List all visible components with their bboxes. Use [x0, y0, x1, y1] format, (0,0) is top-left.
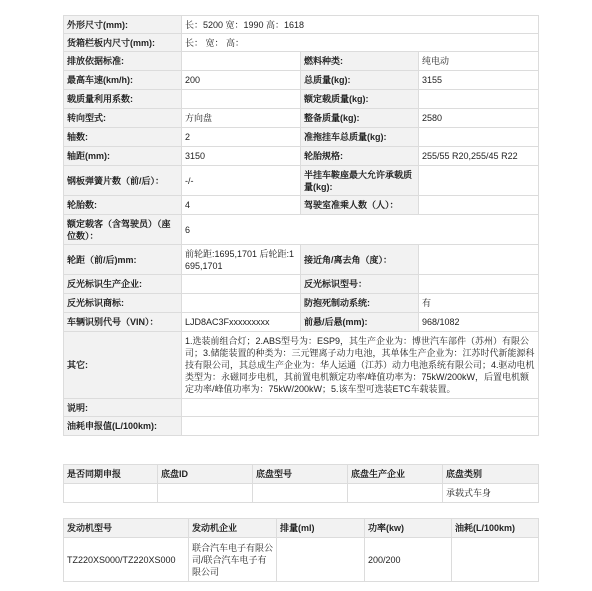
field-label: 总质量(kg):	[301, 71, 419, 90]
field-value	[419, 245, 539, 275]
field-label: 整备质量(kg):	[301, 109, 419, 128]
field-value	[419, 166, 539, 196]
field-value: 长： 宽： 高：	[182, 34, 539, 52]
field-label: 接近角/离去角（度）：	[301, 245, 419, 275]
table-row	[64, 34, 539, 52]
field-label: 外形尺寸(mm):	[64, 16, 182, 34]
engine-cell	[452, 538, 539, 582]
field-value: 方向盘	[182, 109, 301, 128]
field-value: -/-	[182, 166, 301, 196]
field-value	[182, 399, 539, 417]
field-value	[182, 294, 301, 313]
field-label: 轴距(mm):	[64, 147, 182, 166]
field-label: 货箱栏板内尺寸(mm):	[64, 34, 182, 52]
chassis-cell	[348, 484, 443, 503]
field-value	[419, 90, 539, 109]
field-label: 钢板弹簧片数（前/后）：	[64, 166, 182, 196]
chassis-cell	[64, 484, 158, 503]
field-label: 转向型式:	[64, 109, 182, 128]
table-row	[64, 52, 539, 71]
engine-table	[63, 518, 539, 582]
field-value: 1.选装前组合灯；2.ABS型号为：ESP9，其生产企业为：博世汽车部件（苏州）有限公司；3.储能装置的种类为：三元锂离子动力电池，其单体生产企业为：江苏时代新能源科技有限公司，其总成生产企业为：华人运通（江苏）动力电池系统有限公司；4.驱动电机类型为：永磁同步电机，其前置电机额定功率/峰值功率为：75kW/200kW，后置电机额定功率/峰值功率为：75kW/200kW；5.该车型可选装ETC车载装置。	[182, 332, 539, 399]
table-row	[64, 128, 539, 147]
engine-cell	[277, 538, 365, 582]
field-label: 前悬/后悬(mm):	[301, 313, 419, 332]
table-row	[64, 484, 539, 503]
chassis-header: 底盘ID	[158, 465, 253, 484]
field-value	[182, 90, 301, 109]
chassis-table	[63, 464, 539, 503]
engine-header: 排量(ml)	[277, 519, 365, 538]
engine-header-row	[64, 519, 539, 538]
field-label: 反光标识型号：	[301, 275, 419, 294]
table-row	[64, 313, 539, 332]
field-label: 半挂车鞍座最大允许承载质量(kg):	[301, 166, 419, 196]
table-row	[64, 399, 539, 417]
engine-cell: TZ220XS000/TZ220XS000	[64, 538, 189, 582]
chassis-header: 是否同期申报	[64, 465, 158, 484]
table-row	[64, 147, 539, 166]
field-label: 反光标识商标:	[64, 294, 182, 313]
engine-header: 发动机型号	[64, 519, 189, 538]
engine-header: 油耗(L/100km)	[452, 519, 539, 538]
chassis-header: 底盘生产企业	[348, 465, 443, 484]
field-value	[182, 417, 539, 436]
table-row	[64, 332, 539, 399]
field-value: 3150	[182, 147, 301, 166]
field-value: 200	[182, 71, 301, 90]
chassis-cell	[158, 484, 253, 503]
field-value: 长：5200 宽：1990 高：1618	[182, 16, 539, 34]
field-label: 最高车速(km/h):	[64, 71, 182, 90]
engine-header: 发动机企业	[189, 519, 277, 538]
field-value: 968/1082	[419, 313, 539, 332]
field-value: 有	[419, 294, 539, 313]
table-row	[64, 90, 539, 109]
chassis-cell: 承载式车身	[443, 484, 539, 503]
chassis-header: 底盘类别	[443, 465, 539, 484]
field-label: 油耗申报值(L/100km):	[64, 417, 182, 436]
field-value: 前轮距:1695,1701 后轮距:1695,1701	[182, 245, 301, 275]
field-value: 6	[182, 215, 539, 245]
field-value: 255/55 R20,255/45 R22	[419, 147, 539, 166]
field-label: 轮胎数:	[64, 196, 182, 215]
field-label: 排放依据标准:	[64, 52, 182, 71]
engine-header: 功率(kw)	[365, 519, 452, 538]
field-value: 2	[182, 128, 301, 147]
field-label: 反光标识生产企业:	[64, 275, 182, 294]
table-row	[64, 109, 539, 128]
field-label: 驾驶室准乘人数（人）：	[301, 196, 419, 215]
field-value: 3155	[419, 71, 539, 90]
field-label: 燃料种类:	[301, 52, 419, 71]
table-row	[64, 166, 539, 196]
field-value	[419, 196, 539, 215]
table-row	[64, 294, 539, 313]
field-label: 轮距（前/后)mm:	[64, 245, 182, 275]
table-row	[64, 417, 539, 436]
field-label: 其它:	[64, 332, 182, 399]
chassis-cell	[253, 484, 348, 503]
engine-cell: 联合汽车电子有限公司/联合汽车电子有限公司	[189, 538, 277, 582]
field-label: 防抱死制动系统:	[301, 294, 419, 313]
field-value: 纯电动	[419, 52, 539, 71]
chassis-header-row	[64, 465, 539, 484]
field-label: 轮胎规格:	[301, 147, 419, 166]
field-label: 准拖挂车总质量(kg):	[301, 128, 419, 147]
table-row	[64, 275, 539, 294]
vehicle-spec-table	[63, 15, 539, 436]
engine-cell: 200/200	[365, 538, 452, 582]
table-row	[64, 245, 539, 275]
field-label: 额定载客（含驾驶员）（座位数）：	[64, 215, 182, 245]
table-row	[64, 71, 539, 90]
field-label: 车辆识别代号（VIN）：	[64, 313, 182, 332]
field-label: 轴数:	[64, 128, 182, 147]
field-value	[182, 275, 301, 294]
table-row	[64, 196, 539, 215]
field-value: LJD8AC3Fxxxxxxxxx	[182, 313, 301, 332]
chassis-header: 底盘型号	[253, 465, 348, 484]
field-value	[419, 128, 539, 147]
field-value: 2580	[419, 109, 539, 128]
table-row	[64, 538, 539, 582]
field-value: 4	[182, 196, 301, 215]
field-label: 额定载质量(kg):	[301, 90, 419, 109]
table-row	[64, 215, 539, 245]
field-label: 载质量利用系数:	[64, 90, 182, 109]
table-row	[64, 16, 539, 34]
field-label: 说明:	[64, 399, 182, 417]
field-value	[419, 275, 539, 294]
field-value	[182, 52, 301, 71]
